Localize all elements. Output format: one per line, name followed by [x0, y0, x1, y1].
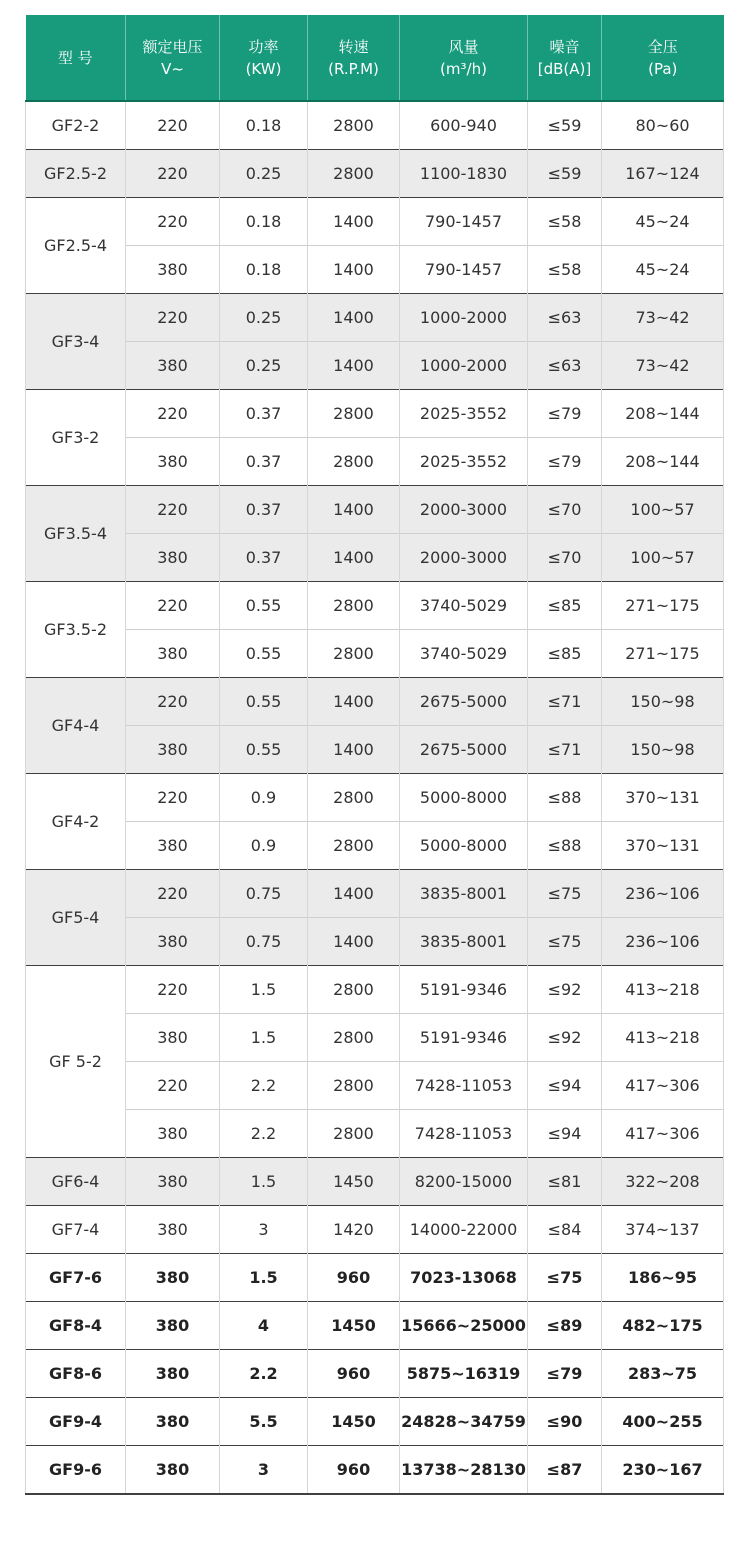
noise-cell: ≤81	[528, 1158, 602, 1206]
table-row	[26, 294, 724, 342]
airflow-cell: 3835-8001	[400, 870, 528, 918]
voltage-cell: 380	[126, 822, 220, 870]
power-cell: 0.75	[220, 870, 308, 918]
pressure-cell: 45~24	[602, 198, 724, 246]
pressure-cell: 400~255	[602, 1398, 724, 1446]
airflow-cell: 1000-2000	[400, 342, 528, 390]
model-cell: GF8-6	[26, 1350, 126, 1398]
noise-cell: ≤75	[528, 918, 602, 966]
speed-cell: 1400	[308, 246, 400, 294]
noise-cell: ≤94	[528, 1110, 602, 1158]
table-row	[26, 534, 724, 582]
pressure-cell: 413~218	[602, 1014, 724, 1062]
noise-cell: ≤89	[528, 1302, 602, 1350]
airflow-cell: 790-1457	[400, 198, 528, 246]
table-body	[26, 101, 724, 1494]
voltage-cell: 380	[126, 246, 220, 294]
speed-cell: 2800	[308, 101, 400, 150]
table-row	[26, 1014, 724, 1062]
noise-cell: ≤92	[528, 1014, 602, 1062]
power-cell: 0.37	[220, 534, 308, 582]
table-row	[26, 678, 724, 726]
airflow-cell: 2025-3552	[400, 390, 528, 438]
model-cell: GF7-4	[26, 1206, 126, 1254]
speed-cell: 2800	[308, 438, 400, 486]
airflow-cell: 2675-5000	[400, 678, 528, 726]
speed-cell: 1400	[308, 294, 400, 342]
table-row	[26, 198, 724, 246]
pressure-cell: 322~208	[602, 1158, 724, 1206]
speed-cell: 1450	[308, 1398, 400, 1446]
airflow-cell: 7428-11053	[400, 1110, 528, 1158]
speed-cell: 1420	[308, 1206, 400, 1254]
pressure-cell: 236~106	[602, 918, 724, 966]
voltage-cell: 220	[126, 486, 220, 534]
power-cell: 2.2	[220, 1062, 308, 1110]
voltage-cell: 220	[126, 150, 220, 198]
power-cell: 0.55	[220, 678, 308, 726]
airflow-cell: 2025-3552	[400, 438, 528, 486]
power-cell: 0.18	[220, 246, 308, 294]
power-cell: 2.2	[220, 1110, 308, 1158]
header-power: 功率 (KW)	[220, 15, 308, 101]
power-cell: 0.9	[220, 774, 308, 822]
airflow-cell: 2675-5000	[400, 726, 528, 774]
airflow-cell: 3835-8001	[400, 918, 528, 966]
model-cell: GF7-6	[26, 1254, 126, 1302]
table-row	[26, 390, 724, 438]
pressure-cell: 150~98	[602, 678, 724, 726]
voltage-cell: 380	[126, 918, 220, 966]
spec-table-wrapper	[25, 15, 723, 1495]
airflow-cell: 13738~28130	[400, 1446, 528, 1495]
pressure-cell: 236~106	[602, 870, 724, 918]
pressure-cell: 417~306	[602, 1110, 724, 1158]
power-cell: 5.5	[220, 1398, 308, 1446]
power-cell: 2.2	[220, 1350, 308, 1398]
airflow-cell: 3740-5029	[400, 582, 528, 630]
power-cell: 0.25	[220, 150, 308, 198]
voltage-cell: 380	[126, 1206, 220, 1254]
pressure-cell: 271~175	[602, 582, 724, 630]
table-row	[26, 822, 724, 870]
model-cell: GF6-4	[26, 1158, 126, 1206]
power-cell: 0.9	[220, 822, 308, 870]
fan-spec-table	[25, 15, 724, 1495]
model-cell: GF3.5-2	[26, 582, 126, 678]
table-row	[26, 1398, 724, 1446]
pressure-cell: 150~98	[602, 726, 724, 774]
table-row	[26, 342, 724, 390]
noise-cell: ≤71	[528, 726, 602, 774]
model-cell: GF9-4	[26, 1398, 126, 1446]
voltage-cell: 380	[126, 1254, 220, 1302]
model-cell: GF4-2	[26, 774, 126, 870]
voltage-cell: 220	[126, 294, 220, 342]
power-cell: 1.5	[220, 1158, 308, 1206]
power-cell: 3	[220, 1446, 308, 1495]
airflow-cell: 7428-11053	[400, 1062, 528, 1110]
model-cell: GF2.5-2	[26, 150, 126, 198]
noise-cell: ≤75	[528, 1254, 602, 1302]
noise-cell: ≤63	[528, 342, 602, 390]
header-model: 型 号	[26, 15, 126, 101]
voltage-cell: 380	[126, 1350, 220, 1398]
model-cell: GF 5-2	[26, 966, 126, 1158]
voltage-cell: 380	[126, 1398, 220, 1446]
noise-cell: ≤71	[528, 678, 602, 726]
voltage-cell: 220	[126, 582, 220, 630]
noise-cell: ≤70	[528, 534, 602, 582]
noise-cell: ≤85	[528, 630, 602, 678]
pressure-cell: 370~131	[602, 774, 724, 822]
airflow-cell: 2000-3000	[400, 486, 528, 534]
header-voltage: 额定电压 V~	[126, 15, 220, 101]
airflow-cell: 15666~25000	[400, 1302, 528, 1350]
noise-cell: ≤90	[528, 1398, 602, 1446]
table-row	[26, 246, 724, 294]
speed-cell: 2800	[308, 390, 400, 438]
power-cell: 1.5	[220, 1014, 308, 1062]
table-row	[26, 150, 724, 198]
voltage-cell: 380	[126, 342, 220, 390]
pressure-cell: 73~42	[602, 342, 724, 390]
model-cell: GF3-2	[26, 390, 126, 486]
airflow-cell: 5000-8000	[400, 822, 528, 870]
model-cell: GF5-4	[26, 870, 126, 966]
speed-cell: 1400	[308, 486, 400, 534]
noise-cell: ≤79	[528, 390, 602, 438]
power-cell: 1.5	[220, 1254, 308, 1302]
power-cell: 1.5	[220, 966, 308, 1014]
voltage-cell: 380	[126, 1446, 220, 1495]
power-cell: 0.55	[220, 726, 308, 774]
model-cell: GF2.5-4	[26, 198, 126, 294]
pressure-cell: 100~57	[602, 534, 724, 582]
noise-cell: ≤88	[528, 774, 602, 822]
noise-cell: ≤87	[528, 1446, 602, 1495]
pressure-cell: 208~144	[602, 390, 724, 438]
speed-cell: 2800	[308, 582, 400, 630]
table-row	[26, 486, 724, 534]
airflow-cell: 1000-2000	[400, 294, 528, 342]
model-cell: GF4-4	[26, 678, 126, 774]
power-cell: 0.25	[220, 342, 308, 390]
pressure-cell: 100~57	[602, 486, 724, 534]
speed-cell: 960	[308, 1446, 400, 1495]
header-row	[26, 15, 724, 101]
voltage-cell: 220	[126, 390, 220, 438]
noise-cell: ≤94	[528, 1062, 602, 1110]
table-row	[26, 918, 724, 966]
header-speed: 转速 (R.P.M)	[308, 15, 400, 101]
noise-cell: ≤59	[528, 150, 602, 198]
power-cell: 0.75	[220, 918, 308, 966]
airflow-cell: 8200-15000	[400, 1158, 528, 1206]
table-row	[26, 101, 724, 150]
noise-cell: ≤85	[528, 582, 602, 630]
airflow-cell: 24828~34759	[400, 1398, 528, 1446]
airflow-cell: 600-940	[400, 101, 528, 150]
speed-cell: 1400	[308, 870, 400, 918]
power-cell: 0.37	[220, 390, 308, 438]
table-row	[26, 582, 724, 630]
speed-cell: 960	[308, 1350, 400, 1398]
header-noise: 噪音 [dB(A)]	[528, 15, 602, 101]
speed-cell: 1400	[308, 342, 400, 390]
power-cell: 4	[220, 1302, 308, 1350]
voltage-cell: 220	[126, 678, 220, 726]
table-row	[26, 1254, 724, 1302]
voltage-cell: 220	[126, 198, 220, 246]
table-row	[26, 438, 724, 486]
table-row	[26, 1110, 724, 1158]
airflow-cell: 790-1457	[400, 246, 528, 294]
pressure-cell: 208~144	[602, 438, 724, 486]
voltage-cell: 380	[126, 1158, 220, 1206]
pressure-cell: 370~131	[602, 822, 724, 870]
speed-cell: 1400	[308, 726, 400, 774]
pressure-cell: 417~306	[602, 1062, 724, 1110]
power-cell: 3	[220, 1206, 308, 1254]
noise-cell: ≤79	[528, 1350, 602, 1398]
pressure-cell: 413~218	[602, 966, 724, 1014]
speed-cell: 2800	[308, 630, 400, 678]
voltage-cell: 380	[126, 630, 220, 678]
airflow-cell: 1100-1830	[400, 150, 528, 198]
voltage-cell: 220	[126, 966, 220, 1014]
power-cell: 0.18	[220, 198, 308, 246]
noise-cell: ≤58	[528, 246, 602, 294]
speed-cell: 1450	[308, 1158, 400, 1206]
pressure-cell: 482~175	[602, 1302, 724, 1350]
airflow-cell: 5191-9346	[400, 966, 528, 1014]
airflow-cell: 7023-13068	[400, 1254, 528, 1302]
pressure-cell: 186~95	[602, 1254, 724, 1302]
noise-cell: ≤88	[528, 822, 602, 870]
pressure-cell: 167~124	[602, 150, 724, 198]
voltage-cell: 380	[126, 1302, 220, 1350]
power-cell: 0.37	[220, 438, 308, 486]
noise-cell: ≤59	[528, 101, 602, 150]
power-cell: 0.25	[220, 294, 308, 342]
voltage-cell: 220	[126, 101, 220, 150]
table-row	[26, 870, 724, 918]
noise-cell: ≤63	[528, 294, 602, 342]
noise-cell: ≤84	[528, 1206, 602, 1254]
airflow-cell: 5191-9346	[400, 1014, 528, 1062]
speed-cell: 2800	[308, 822, 400, 870]
pressure-cell: 283~75	[602, 1350, 724, 1398]
voltage-cell: 220	[126, 774, 220, 822]
pressure-cell: 230~167	[602, 1446, 724, 1495]
speed-cell: 2800	[308, 150, 400, 198]
pressure-cell: 374~137	[602, 1206, 724, 1254]
pressure-cell: 73~42	[602, 294, 724, 342]
airflow-cell: 2000-3000	[400, 534, 528, 582]
power-cell: 0.55	[220, 582, 308, 630]
power-cell: 0.37	[220, 486, 308, 534]
table-row	[26, 1062, 724, 1110]
voltage-cell: 380	[126, 534, 220, 582]
table-row	[26, 1446, 724, 1495]
speed-cell: 1400	[308, 198, 400, 246]
noise-cell: ≤75	[528, 870, 602, 918]
speed-cell: 1400	[308, 678, 400, 726]
speed-cell: 2800	[308, 1014, 400, 1062]
airflow-cell: 14000-22000	[400, 1206, 528, 1254]
model-cell: GF3-4	[26, 294, 126, 390]
table-row	[26, 1158, 724, 1206]
noise-cell: ≤79	[528, 438, 602, 486]
table-row	[26, 1302, 724, 1350]
voltage-cell: 220	[126, 870, 220, 918]
voltage-cell: 220	[126, 1062, 220, 1110]
model-cell: GF2-2	[26, 101, 126, 150]
table-row	[26, 726, 724, 774]
speed-cell: 2800	[308, 966, 400, 1014]
table-row	[26, 1350, 724, 1398]
speed-cell: 2800	[308, 1110, 400, 1158]
table-row	[26, 966, 724, 1014]
pressure-cell: 80~60	[602, 101, 724, 150]
speed-cell: 1400	[308, 918, 400, 966]
header-pressure: 全压 (Pa)	[602, 15, 724, 101]
header-airflow: 风量 (m³/h)	[400, 15, 528, 101]
voltage-cell: 380	[126, 438, 220, 486]
noise-cell: ≤92	[528, 966, 602, 1014]
table-row	[26, 1206, 724, 1254]
model-cell: GF8-4	[26, 1302, 126, 1350]
power-cell: 0.18	[220, 101, 308, 150]
noise-cell: ≤58	[528, 198, 602, 246]
airflow-cell: 5875~16319	[400, 1350, 528, 1398]
table-row	[26, 774, 724, 822]
power-cell: 0.55	[220, 630, 308, 678]
pressure-cell: 45~24	[602, 246, 724, 294]
voltage-cell: 380	[126, 726, 220, 774]
airflow-cell: 5000-8000	[400, 774, 528, 822]
airflow-cell: 3740-5029	[400, 630, 528, 678]
speed-cell: 2800	[308, 1062, 400, 1110]
speed-cell: 960	[308, 1254, 400, 1302]
speed-cell: 2800	[308, 774, 400, 822]
voltage-cell: 380	[126, 1014, 220, 1062]
voltage-cell: 380	[126, 1110, 220, 1158]
model-cell: GF3.5-4	[26, 486, 126, 582]
pressure-cell: 271~175	[602, 630, 724, 678]
table-row	[26, 630, 724, 678]
noise-cell: ≤70	[528, 486, 602, 534]
speed-cell: 1400	[308, 534, 400, 582]
speed-cell: 1450	[308, 1302, 400, 1350]
model-cell: GF9-6	[26, 1446, 126, 1495]
